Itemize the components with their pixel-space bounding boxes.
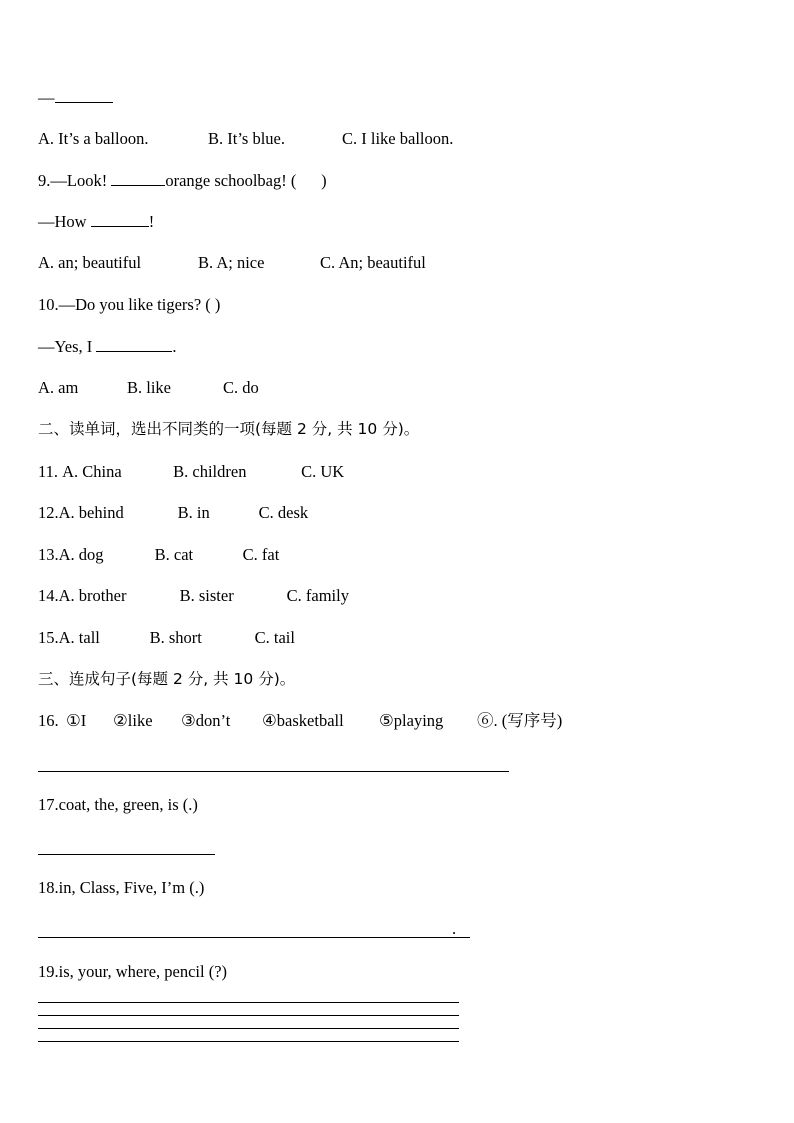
q19-prompt: 19.is, your, where, pencil (?) xyxy=(38,962,228,981)
q11-num: 11. xyxy=(38,462,63,481)
q15-num: 15. xyxy=(38,628,59,647)
q11-option-c: C. UK xyxy=(301,462,345,481)
q14-option-b: B. sister xyxy=(179,586,234,605)
q14-row xyxy=(38,586,349,606)
q19-answer-line-1[interactable] xyxy=(38,1002,459,1003)
q19-answer-line-3[interactable] xyxy=(38,1028,459,1029)
q13-row xyxy=(38,545,279,565)
q9-prompt-b: orange schoolbag! ( xyxy=(165,171,297,190)
q8-option-c: C. I like balloon. xyxy=(342,129,454,148)
q15-option-a: A. tall xyxy=(58,628,100,647)
q8-answer-blank[interactable] xyxy=(55,88,113,103)
q15-option-b: B. short xyxy=(149,628,202,647)
q13-option-a: A. dog xyxy=(58,545,104,564)
q13-option-b: B. cat xyxy=(154,545,194,564)
q14-option-a: A. brother xyxy=(58,586,127,605)
q16-word-5: ⑤playing xyxy=(379,711,444,730)
q16-word-2: ②like xyxy=(113,711,153,730)
q15-option-c: C. tail xyxy=(254,628,295,647)
q8-option-b: B. It’s blue. xyxy=(208,129,285,148)
q9-reply-b: ! xyxy=(148,212,155,231)
q8-answer-line xyxy=(38,88,113,108)
q18-prompt: 18.in, Class, Five, I’m (.) xyxy=(38,878,205,897)
q9-option-c: C. An; beautiful xyxy=(320,253,426,272)
q10-options xyxy=(38,378,259,398)
q9-options xyxy=(38,253,426,273)
q12-num: 12. xyxy=(38,503,59,522)
q8-answer-dash: — xyxy=(38,88,55,107)
q18-answer-line-tail xyxy=(462,937,470,938)
q9-option-a: A. an; beautiful xyxy=(38,253,142,272)
q9-prompt-c: ) xyxy=(321,171,327,190)
q9-reply-a: —How xyxy=(38,212,87,231)
section3-title: 三、连成句子(每题 2 分, 共 10 分)。 xyxy=(38,670,296,688)
q13-option-c: C. fat xyxy=(242,545,280,564)
q8-options xyxy=(38,129,453,149)
q9-blank-2[interactable] xyxy=(91,212,149,227)
q16-word-6: ⑥. (写序号) xyxy=(477,711,563,730)
q14-option-c: C. family xyxy=(286,586,349,605)
q19-answer-line-2[interactable] xyxy=(38,1015,459,1016)
q10-blank[interactable] xyxy=(96,337,172,352)
q12-option-c: C. desk xyxy=(258,503,309,522)
section2-title: 二、读单词，选出不同类的一项(每题 2 分, 共 10 分)。 xyxy=(38,420,420,438)
q10-option-b: B. like xyxy=(127,378,171,397)
q16-answer-line[interactable] xyxy=(38,771,509,772)
q9-blank-1[interactable] xyxy=(111,171,165,186)
q12-row xyxy=(38,503,308,523)
q14-num: 14. xyxy=(38,586,59,605)
q12-option-a: A. behind xyxy=(58,503,124,522)
q9-reply xyxy=(38,212,154,232)
q16-word-3: ③don’t xyxy=(181,711,231,730)
q16-row xyxy=(38,711,562,731)
q9-prompt xyxy=(38,171,327,191)
q11-option-b: B. children xyxy=(173,462,247,481)
q10-reply-b: . xyxy=(172,337,177,356)
q11-option-a: A. China xyxy=(62,462,122,481)
q18-answer-line[interactable] xyxy=(38,937,470,938)
q17-answer-line[interactable] xyxy=(38,854,215,855)
q9-prompt-a: 9.—Look! xyxy=(38,171,108,190)
q10-option-a: A. am xyxy=(38,378,79,397)
q10-reply-a: —Yes, I xyxy=(38,337,93,356)
q18-period: . xyxy=(452,919,457,938)
q10-option-c: C. do xyxy=(223,378,259,397)
q10-reply xyxy=(38,337,177,357)
q19-answer-line-4[interactable] xyxy=(38,1041,459,1042)
q13-num: 13. xyxy=(38,545,59,564)
q16-word-4: ④basketball xyxy=(262,711,344,730)
q10-prompt: 10.—Do you like tigers? ( ) xyxy=(38,295,221,314)
q16-word-1: ①I xyxy=(66,711,87,730)
q15-row xyxy=(38,628,295,648)
q8-option-a: A. It’s a balloon. xyxy=(38,129,149,148)
q17-prompt: 17.coat, the, green, is (.) xyxy=(38,795,198,814)
q11-row xyxy=(38,462,344,482)
q16-num: 16. xyxy=(38,711,59,730)
q12-option-b: B. in xyxy=(177,503,210,522)
q9-option-b: B. A; nice xyxy=(198,253,265,272)
